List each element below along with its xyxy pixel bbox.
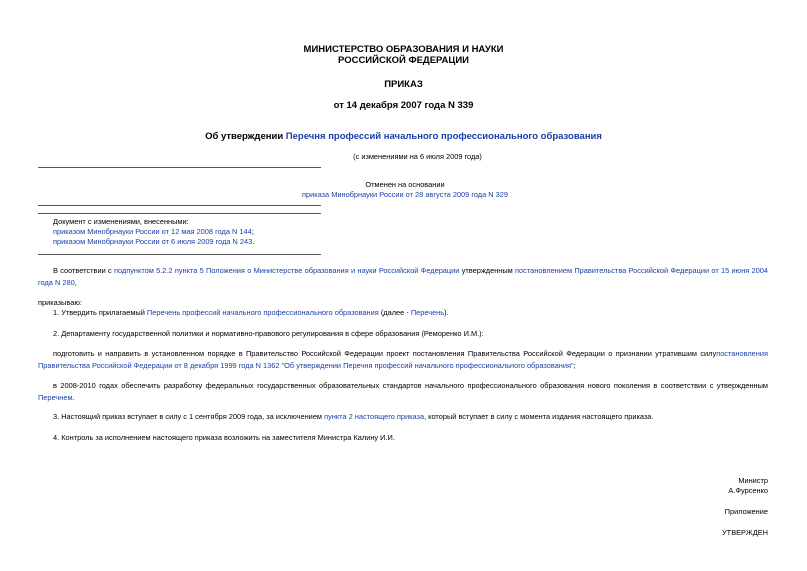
paragraph-item-2: 2. Департаменту государственной политики и нормативно-правового регулирования в сфере образования (Ремоpенко И.М.): bbox=[53, 329, 484, 338]
ministry-name bbox=[0, 44, 807, 66]
paragraph-item-3: 3. Настоящий приказ вступает в силу с 1 сентября 2009 года, за исключением пункта 2 настоящего приказа, который вступает в силу с момента издания настоящего приказа. bbox=[53, 412, 654, 421]
signature-position: Министр bbox=[738, 476, 768, 485]
amendment-item: приказом Минобрнауки России от 6 июля 2009 года N 243. bbox=[53, 237, 255, 246]
amendment-link[interactable]: приказом Минобрнауки России от 6 июля 2009 года N 243 bbox=[53, 237, 253, 246]
divider-1 bbox=[38, 167, 321, 168]
doc-date: от 14 декабря 2007 года N 339 bbox=[333, 100, 474, 111]
appendix-approved: УТВЕРЖДЕН bbox=[721, 528, 768, 537]
amendments-block bbox=[53, 217, 333, 247]
paragraph-item-4: 4. Контроль за исполнением настоящего приказа возложить на заместителя Министра Калину И.И. bbox=[53, 433, 395, 442]
signature-name: А.Фурсенко bbox=[728, 486, 768, 495]
amendment-link[interactable]: приказом Минобрнауки России от 12 мая 2008 года N 144 bbox=[53, 227, 252, 236]
paragraph-item-2-a: подготовить и направить в установленном порядке в Правительство Российской Федерации проект постановления Правительства Российской Федерации о признании утратившим силупостановления Правительства Российской Федерации от 8 декабря 1999 года N 1362 "Об утверждении Перечня профессий начального профессионального образования"; bbox=[38, 349, 768, 370]
list-ref-link[interactable]: Перечнем bbox=[38, 392, 73, 402]
cancel-link[interactable]: приказа Минобрнауки России от 28 августа 2009 года N 329 bbox=[301, 190, 508, 199]
doc-title bbox=[0, 131, 807, 142]
paragraph-orders: приказываю: bbox=[38, 298, 82, 307]
basis-link-1[interactable]: подпунктом 5.2.2 пункта 5 Положения о Министерстве образования и науки Российской Федерации bbox=[113, 266, 460, 275]
clause-link[interactable]: пункта 2 настоящего приказа bbox=[324, 412, 425, 421]
list-link[interactable]: Перечень профессий начального профессионального образования bbox=[146, 308, 379, 317]
paragraph-item-2-b: в 2008-2010 годах обеспечить разработку федеральных государственных образовательных стандартов начального профессионального образования нового поколения в соответствии с утвержденным Перечнем. bbox=[38, 381, 768, 402]
amendment-item: приказом Минобрнауки России от 12 мая 2008 года N 144; bbox=[53, 227, 254, 236]
paragraph-basis: В соответствии с подпунктом 5.2.2 пункта 5 Положения о Министерстве образования и науки Российской Федерации утвержденным постановлением Правительства Российской Федерации от 15 июня 2004 года N 280, bbox=[38, 266, 768, 287]
resolution-link[interactable]: постановления Правительства Российской Федерации от 8 декабря 1999 года N 1362 "Об утверждении Перечня профессий начального профессионального образования" bbox=[38, 349, 768, 370]
list-short-link[interactable]: Перечень bbox=[410, 308, 445, 317]
divider-2 bbox=[38, 205, 321, 206]
changes-note: (с изменениями на 6 июля 2009 года) bbox=[353, 152, 482, 161]
amendments-label: Документ с изменениями, внесенными: bbox=[53, 217, 189, 226]
title-link[interactable]: Перечня профессий начального профессионального образования bbox=[285, 131, 602, 142]
appendix-label: Приложение bbox=[724, 507, 768, 516]
ministry-line-2: РОССИЙСКОЙ ФЕДЕРАЦИИ bbox=[337, 55, 469, 66]
divider-3 bbox=[38, 213, 321, 214]
divider-4 bbox=[38, 254, 321, 255]
doc-type: ПРИКАЗ bbox=[384, 79, 423, 90]
title-prefix: Об утверждении bbox=[205, 131, 286, 142]
basis-link-2[interactable]: постановлением Правительства Российской Федерации от 15 июня 2004 года N 280 bbox=[38, 266, 768, 287]
paragraph-item-1: 1. Утвердить прилагаемый Перечень профессий начального профессионального образования (далее - Перечень). bbox=[53, 308, 449, 317]
ministry-line-1: МИНИСТЕРСТВО ОБРАЗОВАНИЯ И НАУКИ bbox=[303, 44, 504, 55]
cancel-label: Отменен на основании bbox=[365, 180, 445, 189]
